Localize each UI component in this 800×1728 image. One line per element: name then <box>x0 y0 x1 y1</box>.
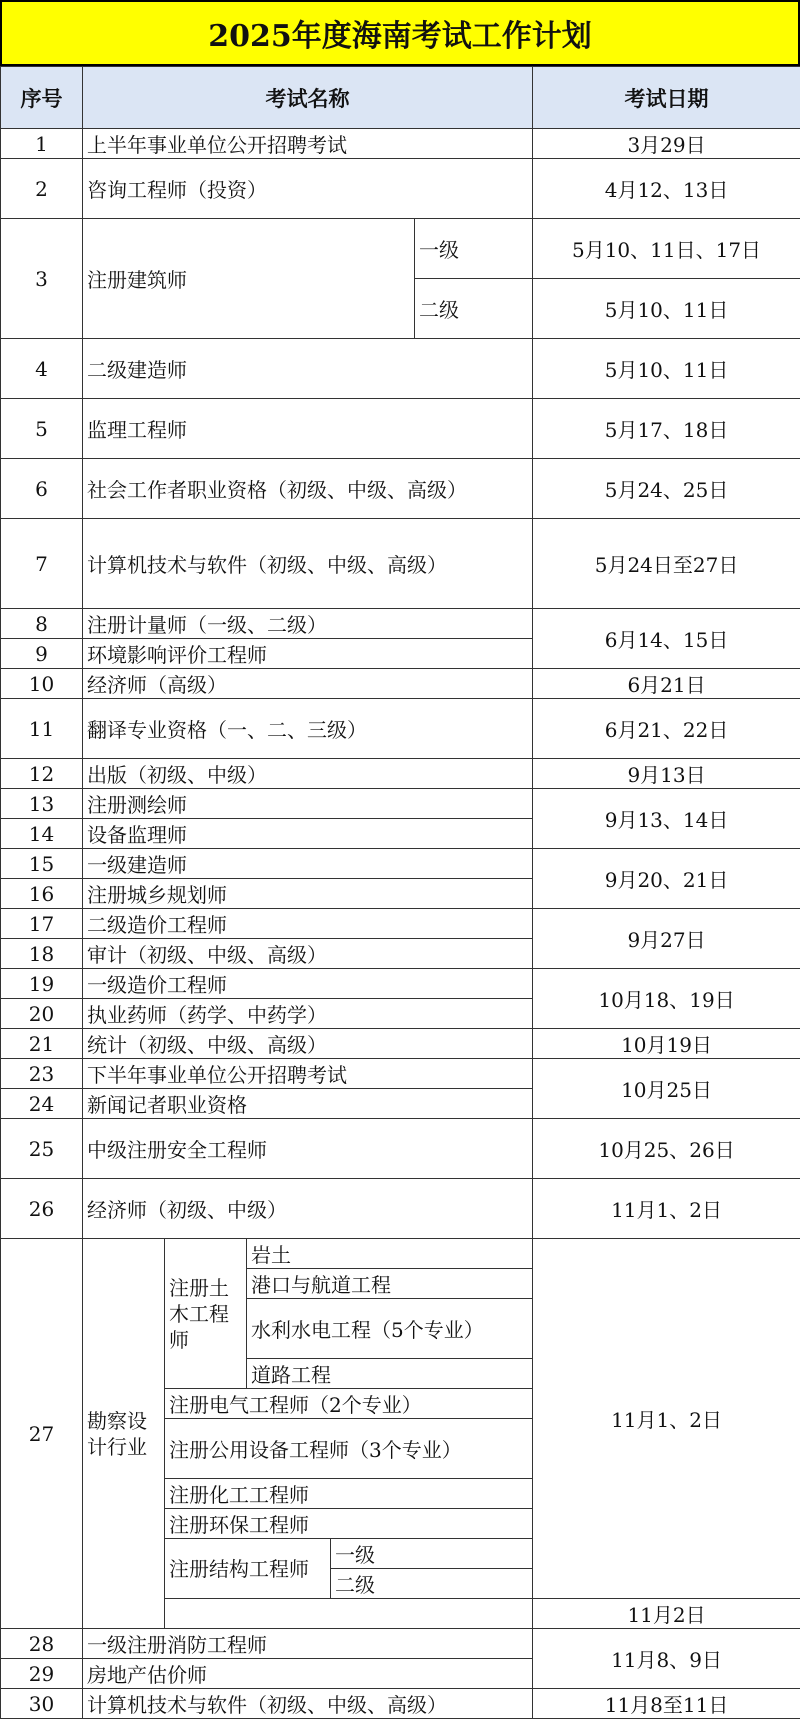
exam-name: 上半年事业单位公开招聘考试 <box>83 129 533 159</box>
exam-date: 5月10、11日 <box>533 339 800 399</box>
exam-name: 设备监理师 <box>83 819 533 849</box>
exam-name: 新闻记者职业资格 <box>83 1089 533 1119</box>
row-no: 30 <box>1 1689 83 1719</box>
exam-name: 计算机技术与软件（初级、中级、高级） <box>83 519 533 609</box>
exam-name: 一级注册消防工程师 <box>83 1629 533 1659</box>
header-row <box>1 67 800 129</box>
table-row <box>1 129 800 159</box>
row-no: 28 <box>1 1629 83 1659</box>
header-date: 考试日期 <box>533 67 800 129</box>
table-row <box>1 519 800 609</box>
row-no: 5 <box>1 399 83 459</box>
civil-engineer-label: 注册土木工程师 <box>165 1239 247 1389</box>
exam-name: 计算机技术与软件（初级、中级、高级） <box>83 1689 533 1719</box>
industry-label: 勘察设计行业 <box>83 1239 165 1629</box>
exam-name: 审计（初级、中级、高级） <box>83 939 533 969</box>
exam-name: 中级注册安全工程师 <box>83 1119 533 1179</box>
spacer-cell <box>165 1599 533 1629</box>
table-row <box>1 909 800 939</box>
table-row <box>1 789 800 819</box>
exam-date: 10月25日 <box>533 1059 800 1119</box>
table-row <box>1 399 800 459</box>
table-row <box>1 1059 800 1089</box>
exam-specialty: 注册电气工程师（2个专业） <box>165 1389 533 1419</box>
table-row <box>1 459 800 519</box>
exam-name: 咨询工程师（投资） <box>83 159 533 219</box>
row-no: 4 <box>1 339 83 399</box>
table-row <box>1 669 800 699</box>
row-no: 12 <box>1 759 83 789</box>
table-row <box>1 1689 800 1719</box>
exam-date: 11月8、9日 <box>533 1629 800 1689</box>
exam-date: 5月10、11日 <box>533 279 800 339</box>
row-no: 25 <box>1 1119 83 1179</box>
row-no: 10 <box>1 669 83 699</box>
exam-date: 11月1、2日 <box>533 1179 800 1239</box>
row-no: 7 <box>1 519 83 609</box>
exam-sublevel: 二级 <box>331 1569 533 1599</box>
row-no: 29 <box>1 1659 83 1689</box>
table-row <box>1 1119 800 1179</box>
row-no: 11 <box>1 699 83 759</box>
exam-schedule-table <box>0 66 800 1719</box>
table-row <box>1 1179 800 1239</box>
exam-date: 6月21、22日 <box>533 699 800 759</box>
table-row <box>1 1239 800 1269</box>
exam-name: 房地产估价师 <box>83 1659 533 1689</box>
exam-name: 执业药师（药学、中药学） <box>83 999 533 1029</box>
table-row <box>1 159 800 219</box>
row-no: 19 <box>1 969 83 999</box>
exam-specialty: 岩土 <box>247 1239 533 1269</box>
exam-date: 5月24、25日 <box>533 459 800 519</box>
exam-date: 6月14、15日 <box>533 609 800 669</box>
exam-name: 经济师（高级） <box>83 669 533 699</box>
exam-specialty: 水利水电工程（5个专业） <box>247 1299 533 1359</box>
exam-name: 注册测绘师 <box>83 789 533 819</box>
table-row <box>1 339 800 399</box>
exam-name: 注册建筑师 <box>83 219 415 339</box>
structural-engineer-label: 注册结构工程师 <box>165 1539 331 1599</box>
table-row <box>1 969 800 999</box>
exam-name: 下半年事业单位公开招聘考试 <box>83 1059 533 1089</box>
exam-specialty: 道路工程 <box>247 1359 533 1389</box>
exam-date: 5月24日至27日 <box>533 519 800 609</box>
exam-name: 经济师（初级、中级） <box>83 1179 533 1239</box>
row-no: 20 <box>1 999 83 1029</box>
exam-name: 出版（初级、中级） <box>83 759 533 789</box>
exam-name: 二级建造师 <box>83 339 533 399</box>
exam-date: 5月17、18日 <box>533 399 800 459</box>
exam-name: 翻译专业资格（一、二、三级） <box>83 699 533 759</box>
exam-date: 10月25、26日 <box>533 1119 800 1179</box>
exam-name: 社会工作者职业资格（初级、中级、高级） <box>83 459 533 519</box>
exam-name: 统计（初级、中级、高级） <box>83 1029 533 1059</box>
row-no: 2 <box>1 159 83 219</box>
table-row <box>1 219 800 279</box>
exam-date: 11月1、2日 <box>533 1239 800 1599</box>
exam-name: 一级造价工程师 <box>83 969 533 999</box>
table-row <box>1 759 800 789</box>
exam-specialty: 注册环保工程师 <box>165 1509 533 1539</box>
exam-specialty: 注册化工工程师 <box>165 1479 533 1509</box>
exam-date: 10月19日 <box>533 1029 800 1059</box>
header-no: 序号 <box>1 67 83 129</box>
exam-name: 二级造价工程师 <box>83 909 533 939</box>
row-no: 3 <box>1 219 83 339</box>
table-row <box>1 1029 800 1059</box>
exam-name: 监理工程师 <box>83 399 533 459</box>
exam-date: 9月13日 <box>533 759 800 789</box>
exam-date: 10月18、19日 <box>533 969 800 1029</box>
exam-date: 11月8至11日 <box>533 1689 800 1719</box>
exam-date: 6月21日 <box>533 669 800 699</box>
row-no: 18 <box>1 939 83 969</box>
exam-date: 5月10、11日、17日 <box>533 219 800 279</box>
exam-name: 注册计量师（一级、二级） <box>83 609 533 639</box>
header-name: 考试名称 <box>83 67 533 129</box>
table-row <box>1 849 800 879</box>
row-no: 26 <box>1 1179 83 1239</box>
page-title: 2025年度海南考试工作计划 <box>0 0 800 66</box>
table-row <box>1 609 800 639</box>
row-no: 17 <box>1 909 83 939</box>
exam-date: 11月2日 <box>533 1599 800 1629</box>
exam-specialty: 港口与航道工程 <box>247 1269 533 1299</box>
exam-date: 9月27日 <box>533 909 800 969</box>
exam-name: 一级建造师 <box>83 849 533 879</box>
row-no: 21 <box>1 1029 83 1059</box>
row-no: 16 <box>1 879 83 909</box>
table-row <box>1 1629 800 1659</box>
exam-date: 9月20、21日 <box>533 849 800 909</box>
row-no: 14 <box>1 819 83 849</box>
exam-date: 4月12、13日 <box>533 159 800 219</box>
row-no: 24 <box>1 1089 83 1119</box>
row-no: 23 <box>1 1059 83 1089</box>
table-row <box>1 699 800 759</box>
row-no: 1 <box>1 129 83 159</box>
exam-sublevel: 一级 <box>331 1539 533 1569</box>
row-no: 15 <box>1 849 83 879</box>
exam-name: 注册城乡规划师 <box>83 879 533 909</box>
exam-date: 3月29日 <box>533 129 800 159</box>
row-no: 13 <box>1 789 83 819</box>
exam-name: 环境影响评价工程师 <box>83 639 533 669</box>
exam-sublevel: 一级 <box>415 219 533 279</box>
row-no: 9 <box>1 639 83 669</box>
exam-specialty: 注册公用设备工程师（3个专业） <box>165 1419 533 1479</box>
exam-sublevel: 二级 <box>415 279 533 339</box>
row-no: 6 <box>1 459 83 519</box>
row-no: 27 <box>1 1239 83 1629</box>
row-no: 8 <box>1 609 83 639</box>
exam-date: 9月13、14日 <box>533 789 800 849</box>
